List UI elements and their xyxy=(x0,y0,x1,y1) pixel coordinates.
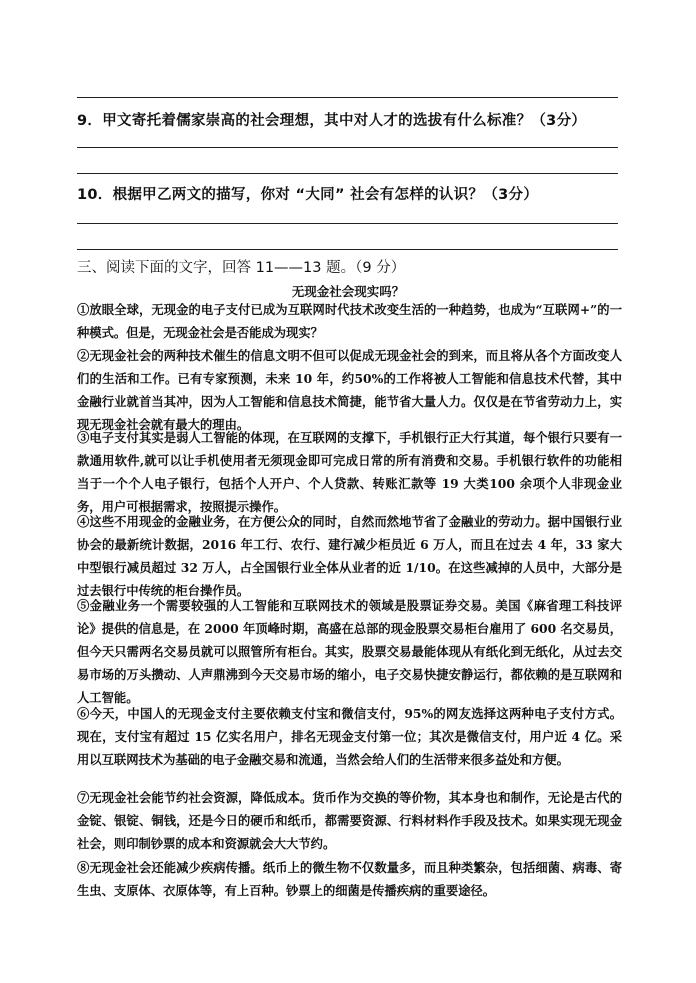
answer-line-q9-2 xyxy=(77,173,618,174)
paragraph-6: ⑥今天，中国人的无现金支付主要依赖支付宝和微信支付，95%的网友选择这两种电子支付方式。现在，支付宝有超过 15 亿实名用户，排名无现金支付第一位；其次是微信支付，用户近 4 亿。采用以互联网技术为基础的电子金融交易和流通，当然会给人们的生活带来很多益处和方便。 xyxy=(77,706,622,767)
paragraph-3: ③电子支付其实是弱人工智能的体现，在互联网的支撑下，手机银行正大行其道，每个银行只要有一款通用软件,就可以让手机使用者无须现金即可完成日常的所有消费和交易。手机银行软件的功能相当于一个个人电子银行，包括个人开户、个人贷款、转账汇款等 19 大类100 余项个人非现金业务，用户可根据需求，按照提示操作。 xyxy=(77,430,622,514)
paragraph-4: ④这些不用现金的金融业务，在方便公众的同时，自然而然地节省了金融业的劳动力。据中国银行业协会的最新统计数据，2016 年工行、农行、建行减少柜员近 6 万人，而且在过去 4 年，33 家大中型银行减员超过 32 万人，占全国银行业全体从业者的近 1/10。在这些减掉的人员中，大部分是过去银行中传统的柜台操作员。 xyxy=(77,514,622,598)
question-10: 10．根据甲乙两文的描写，你对 “大同” 社会有怎样的认识？（3分） xyxy=(77,187,539,203)
answer-line-q10-2 xyxy=(77,249,618,250)
answer-line-q9-1 xyxy=(77,147,618,148)
paragraph-5: ⑤金融业务一个需要较强的人工智能和互联网技术的领域是股票证券交易。美国《麻省理工科技评论》提供的信息是，在 2000 年顶峰时期，高盛在总部的现金股票交易柜台雇用了 600 名交易员，但今天只需两名交易员就可以照管所有柜台。其实，股票交易最能体现从有纸化到无纸化，从过去交易市场的万头攒动、人声鼎沸到今天交易市场的缩小，电子交易快捷安静运行，都依赖的是互联网和人工智能。 xyxy=(77,598,622,705)
section-heading: 三、阅读下面的文字，回答 11——13 题。（9 分） xyxy=(77,260,406,276)
paragraph-1: ①放眼全球，无现金的电子支付已成为互联网时代技术改变生活的一种趋势，也成为“互联网+”的一种模式。但是，无现金社会是否能成为现实？ xyxy=(77,302,622,340)
question-9: 9．甲文寄托着儒家崇高的社会理想，其中对人才的选拔有什么标准？（3分） xyxy=(77,113,587,129)
paragraph-8: ⑧无现金社会还能减少疾病传播。纸币上的微生物不仅数量多，而且种类繁杂，包括细菌、病毒、寄生虫、支原体、衣原体等，有上百种。钞票上的细菌是传播疾病的重要途径。 xyxy=(77,860,622,898)
paragraph-2: ②无现金社会的两种技术催生的信息文明不但可以促成无现金社会的到来，而且将从各个方面改变人们的生活和工作。已有专家预测，未来 10 年，约50%的工作将被人工智能和信息技术代替，其中金融行业就首当其冲，因为人工智能和信息技术简捷，能节省大量人力。仅仅是在节省劳动力上，实现无现金社会就有最大的理由。 xyxy=(77,348,622,432)
article-title: 无现金社会现实吗？ xyxy=(291,284,405,299)
answer-line-q10-1 xyxy=(77,223,618,224)
answer-line-top xyxy=(77,97,618,98)
paragraph-7: ⑦无现金社会能节约社会资源，降低成本。货币作为交换的等价物，其本身也和制作，无论是古代的金锭、银锭、铜钱，还是今日的硬币和纸币，都需要资源、行料材料作手段及技术。如果实现无现金社会，则印制钞票的成本和资源就会大大节约。 xyxy=(77,790,622,851)
